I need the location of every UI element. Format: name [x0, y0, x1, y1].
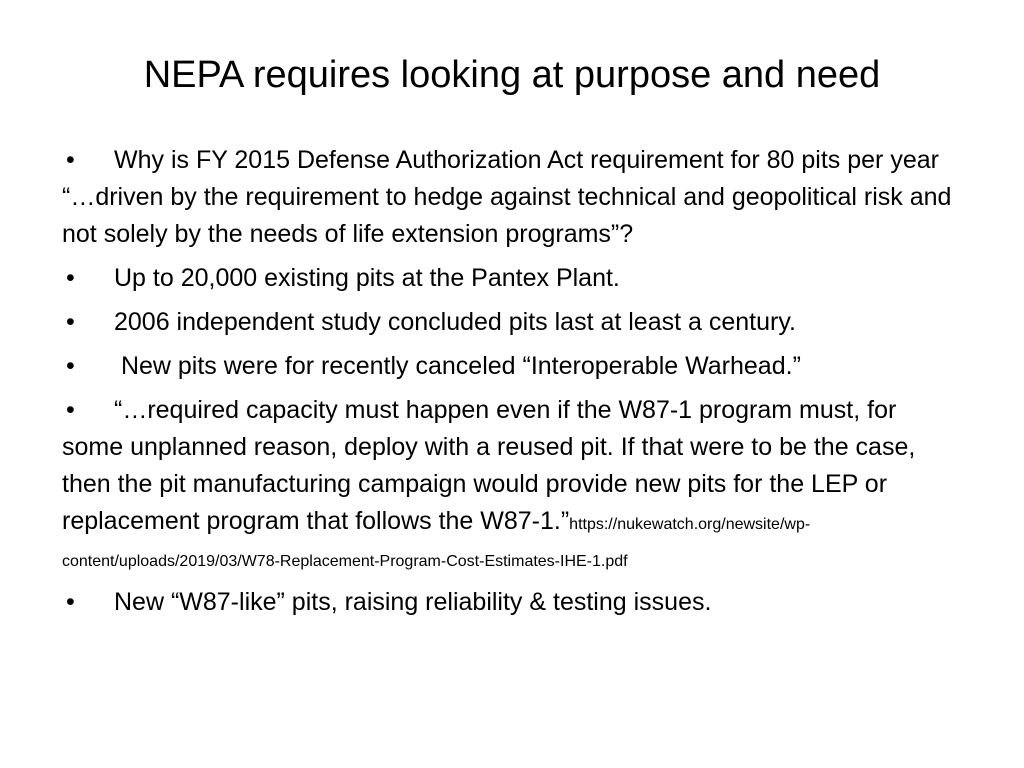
- bullet-text: Up to 20,000 existing pits at the Pantex Plant.: [114, 264, 620, 292]
- bullet-text: “…required capacity must happen even if the W87-1 program must, for some unplanned reason, deploy with a reused pit. If that were to be the case, then the pit manufacturing campaign would provide new pits for the LEP or replacement program that follows the W87-1.”: [62, 396, 916, 535]
- bullet-icon: •: [66, 146, 75, 174]
- bullet-item: [62, 392, 952, 577]
- bullet-icon: •: [66, 588, 75, 616]
- bullet-icon: •: [66, 308, 75, 336]
- bullet-text: Why is FY 2015 Defense Authorization Act requirement for 80 pits per year “…driven by the requirement to hedge against technical and geopolitical risk and not solely by the needs of life extension programs”?: [62, 146, 952, 248]
- bullet-icon: •: [66, 396, 75, 424]
- bullet-list: [62, 142, 952, 628]
- bullet-text: New “W87-like” pits, raising reliability & testing issues.: [114, 588, 712, 616]
- bullet-item: [62, 348, 952, 385]
- bullet-item: [62, 304, 952, 341]
- bullet-item: [62, 142, 952, 253]
- bullet-text: 2006 independent study concluded pits last at least a century.: [114, 308, 796, 336]
- bullet-item: [62, 260, 952, 297]
- source-link: https://nukewatch.org/newsite/wp-content/uploads/2019/03/W78-Replacement-Program-Cost-Estimates-IHE-1.pdf: [62, 516, 811, 570]
- bullet-text: New pits were for recently canceled “Interoperable Warhead.”: [114, 352, 801, 380]
- slide-title: NEPA requires looking at purpose and need: [143, 54, 881, 96]
- bullet-icon: •: [66, 264, 75, 292]
- bullet-item: [62, 584, 952, 621]
- bullet-icon: •: [66, 352, 75, 380]
